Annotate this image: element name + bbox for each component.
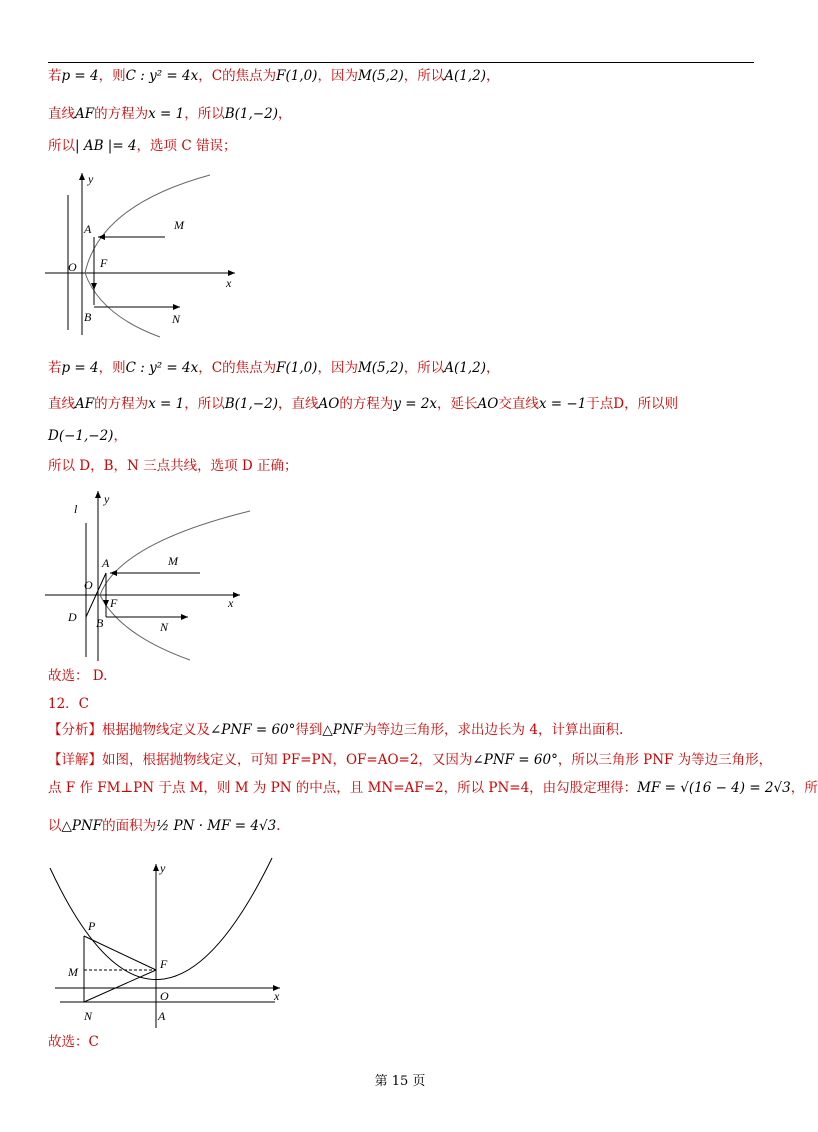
optc-line2: 直线AF的方程为x = 1，所以B(1,−2)， <box>48 106 292 122</box>
label-m: M <box>174 218 184 232</box>
label-y: y <box>160 861 166 875</box>
page-footer: 第 15 页 <box>374 1074 426 1089</box>
label-d: D <box>68 610 77 624</box>
figure-1-parabola <box>40 165 250 340</box>
q12-number: 12．C <box>48 696 90 712</box>
label-n: N <box>172 312 181 326</box>
label-y: y <box>88 172 94 186</box>
label-o: O <box>84 578 93 592</box>
label-a: A <box>84 222 92 236</box>
optd-line4: 所以 D，B，N 三点共线，选项 D 正确； <box>48 458 298 474</box>
label-b: B <box>84 310 92 324</box>
header-rule <box>48 62 754 63</box>
optd-line3: D(−1,−2)， <box>48 428 127 444</box>
label-f: F <box>100 256 108 270</box>
answer-c: 故选：C <box>48 1034 99 1050</box>
label-p: P <box>88 919 96 933</box>
label-n: N <box>160 620 169 634</box>
answer-d: 故选： D. <box>48 668 108 684</box>
label-b: B <box>96 616 104 630</box>
label-a: A <box>158 1009 166 1023</box>
label-l: l <box>74 502 78 516</box>
segment-nf <box>84 970 156 1002</box>
label-x: x <box>274 989 280 1003</box>
label-m: M <box>68 965 78 979</box>
q12-detail-1: 【详解】如图，根据抛物线定义，可知 PF=PN，OF=AO=2，又因为∠PNF = 60°，所以三角形 PNF 为等边三角形， <box>48 752 773 768</box>
label-f: F <box>160 957 168 971</box>
label-o: O <box>68 260 77 274</box>
optc-line1: 若p = 4，则C : y² = 4x，C的焦点为F(1,0)，因为M(5,2)，所以A(1,2)， <box>48 68 500 84</box>
figure-2-parabola <box>40 485 255 663</box>
optd-line2: 直线AF的方程为x = 1，所以B(1,−2)，直线AO的方程为y = 2x，延长AO交直线x = −1于点D，所以则 <box>48 396 679 412</box>
q12-analysis: 【分析】根据抛物线定义及∠PNF = 60°得到△PNF为等边三角形，求出边长为 4，计算出面积. <box>48 722 624 738</box>
optd-line1: 若p = 4，则C : y² = 4x，C的焦点为F(1,0)，因为M(5,2)，所以A(1,2)， <box>48 360 500 376</box>
label-m: M <box>168 554 178 568</box>
optc-line3: 所以| AB |= 4，选项 C 错误； <box>48 138 237 154</box>
label-x: x <box>228 596 234 610</box>
segment-pf <box>84 936 156 970</box>
label-n: N <box>84 1009 93 1023</box>
parabola-curve <box>100 511 250 660</box>
label-f: F <box>110 596 118 610</box>
label-x: x <box>226 276 232 290</box>
q12-detail-2: 点 F 作 FM⊥PN 于点 M，则 M 为 PN 的中点，且 MN=AF=2，所以 PN=4，由勾股定理得：MF = √(16 − 4) = 2√3，所 <box>48 780 818 796</box>
label-a: A <box>102 556 110 570</box>
label-y: y <box>104 492 110 506</box>
figure-3-parabola <box>40 856 285 1031</box>
q12-detail-3: 以△PNF的面积为½ PN · MF = 4√3. <box>48 818 281 834</box>
label-o: O <box>160 989 169 1003</box>
